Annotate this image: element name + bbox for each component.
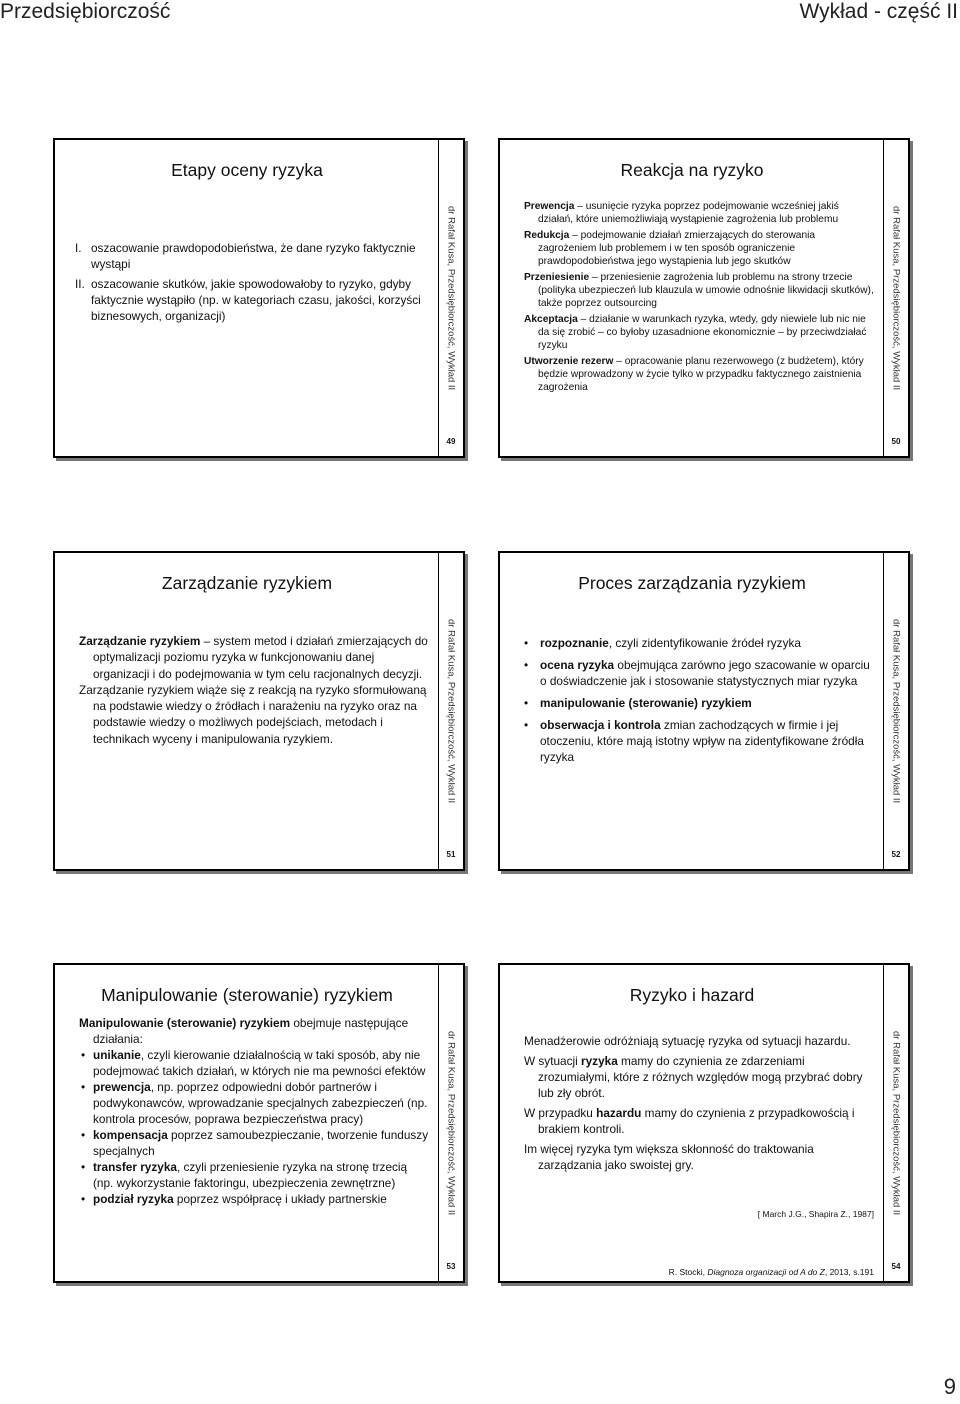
paragraph-text: obejmuje następujące działania: — [93, 1016, 409, 1046]
slide-number: 54 — [891, 1262, 901, 1271]
item-text: oszacowanie skutków, jakie spowodowałoby to ryzyko, gdyby faktycznie wystąpiło (np. w kategoriach czasu, jakości, korzyści biznesowych, organizacji) — [91, 277, 421, 323]
item-label: Przeniesienie — [524, 272, 590, 283]
slide-sidebar — [438, 553, 463, 869]
list-item — [79, 1127, 429, 1159]
author-credit: dr Rafał Kusa, Przedsiębiorczość, Wykład II — [445, 619, 457, 804]
paragraph-text: W sytuacji — [524, 1054, 582, 1068]
item-label: kompensacja — [93, 1128, 168, 1142]
author-credit: dr Rafał Kusa, Przedsiębiorczość, Wykład II — [445, 206, 457, 391]
slide-title: Ryzyko i hazard — [629, 985, 755, 1005]
citation-stocki — [669, 1267, 874, 1277]
citation-march-shapira: [ March J.G., Shapira Z., 1987] — [757, 1209, 874, 1219]
item-label: manipulowanie (sterowanie) ryzykiem — [540, 696, 752, 710]
slide-54 — [498, 963, 910, 1283]
slide-49 — [53, 138, 465, 458]
item-label: unikanie — [93, 1048, 141, 1062]
slide-body — [522, 635, 874, 771]
list-item — [522, 657, 874, 689]
slide-body — [79, 1015, 429, 1207]
list-item — [522, 635, 874, 651]
author-credit: dr Rafał Kusa, Przedsiębiorczość, Wykład II — [890, 206, 902, 391]
item-marker: II. — [75, 277, 85, 291]
paragraph-text: Im więcej ryzyka tym większa skłonność do traktowania zarządzania jako swoistej gry. — [524, 1142, 814, 1172]
slide-number: 51 — [446, 850, 456, 859]
paragraph-text: – system metod i działań zmierzających do optymalizacji poziomu ryzyka w funkcjonowaniu danej organizacji i do podejmowania w tym celu racjonalnych decyzji. — [93, 634, 428, 681]
slide-body — [79, 633, 429, 751]
item-label: transfer ryzyka — [93, 1160, 177, 1174]
slide-sidebar — [438, 140, 463, 456]
slide-title: Reakcja na ryzyko — [620, 160, 764, 180]
slide-50 — [498, 138, 910, 458]
item-text: , czyli zidentyfikowanie źródeł ryzyka — [608, 636, 801, 650]
term-label: Zarządzanie ryzykiem — [79, 634, 201, 648]
list-item — [522, 695, 874, 711]
slide-sidebar — [883, 140, 908, 456]
term-label: ryzyka — [581, 1054, 618, 1068]
slide-number: 50 — [891, 437, 901, 446]
slide-53 — [53, 963, 465, 1283]
paragraph — [524, 1141, 874, 1173]
slide-51 — [53, 551, 465, 871]
item-text: zmian zachodzących w firmie i jej otoczeniu, które mają istotny wpływ na zidentyfikowane źródła ryzyka — [540, 718, 864, 764]
item-label: Redukcja — [524, 230, 570, 241]
list-item — [524, 313, 874, 352]
list-item — [79, 1191, 429, 1207]
list-item — [75, 276, 429, 324]
page-number: 9 — [943, 1374, 956, 1399]
paragraph — [79, 1015, 429, 1047]
page-header-left: Przedsiębiorczość — [0, 0, 171, 23]
slide-number: 53 — [446, 1262, 456, 1271]
item-label: obserwacja i kontrola — [540, 718, 661, 732]
item-text: oszacowanie prawdopodobieństwa, że dane ryzyko faktycznie wystąpi — [91, 241, 416, 271]
slide-title: Etapy oceny ryzyka — [171, 160, 323, 180]
item-label: ocena ryzyka — [540, 658, 615, 672]
item-label: rozpoznanie — [540, 636, 609, 650]
citation-details: , 2013, s.191 — [824, 1267, 874, 1277]
item-label: prewencja — [93, 1080, 151, 1094]
list-item — [79, 1047, 429, 1079]
slide-52 — [498, 551, 910, 871]
slide-body — [524, 1033, 874, 1177]
paragraph-text: W przypadku — [524, 1106, 597, 1120]
page-header-right: Wykład - część II — [799, 0, 958, 23]
term-label: hazardu — [596, 1106, 642, 1120]
author-credit: dr Rafał Kusa, Przedsiębiorczość, Wykład II — [445, 1031, 457, 1216]
slide-title: Zarządzanie ryzykiem — [161, 573, 333, 593]
citation-author: R. Stocki, — [668, 1267, 708, 1277]
list-item — [524, 355, 874, 394]
paragraph-text: mamy do czynienia ze zdarzeniami zrozumiałymi, które z różnych względów mogą przybrać dobry lub zły obrót. — [538, 1054, 863, 1100]
item-marker: I. — [75, 241, 82, 255]
item-text: poprzez współpracę i układy partnerskie — [173, 1192, 387, 1206]
term-label: Manipulowanie (sterowanie) ryzykiem — [79, 1016, 291, 1030]
slide-title: Manipulowanie (sterowanie) ryzykiem — [101, 985, 393, 1005]
item-label: Utworzenie rezerw — [524, 356, 614, 367]
paragraph — [79, 682, 429, 747]
item-label: podział ryzyka — [93, 1192, 174, 1206]
item-text: – działanie w warunkach ryzyka, wtedy, gdy niewiele lub nic nie da się zrobić – co byłoby uzasadnione ekonomicznie – by przeciwdziałać ryzyku — [538, 314, 867, 351]
author-credit: dr Rafał Kusa, Przedsiębiorczość, Wykład II — [890, 1031, 902, 1216]
paragraph — [524, 1033, 874, 1049]
list-item — [79, 1159, 429, 1191]
item-text: – podejmowanie działań zmierzających do sterowania zagrożeniem lub problemem i w ten sposób ograniczenie prawdopodobieństwa jego wystąpienia lub jego skutków — [538, 230, 816, 267]
paragraph — [79, 633, 429, 682]
item-text: poprzez samoubezpieczanie, tworzenie funduszy specjalnych — [93, 1128, 429, 1158]
item-label: Prewencja — [524, 201, 575, 212]
item-text: , czyli kierowanie działalnością w taki sposób, aby nie podejmować takich działań, w których nie ma pewności efektów — [93, 1048, 426, 1078]
slide-number: 52 — [891, 850, 901, 859]
item-text: – opracowanie planu rezerwowego (z budżetem), który będzie wprowadzony w życie tylko w przypadku faktycznego zaistnienia zagrożenia — [538, 356, 864, 393]
slide-body — [524, 200, 874, 397]
paragraph — [524, 1105, 874, 1137]
slide-sidebar — [883, 965, 908, 1281]
list-item — [79, 1079, 429, 1127]
paragraph — [524, 1053, 874, 1101]
list-item — [522, 717, 874, 765]
item-text: – przeniesienie zagrożenia lub problemu na strony trzecie (polityka ubezpieczeń lub klauzula w umowie odnośnie likwidacji skutków), także poprzez outsourcing — [538, 272, 874, 309]
paragraph-text: Menadżerowie odróżniają sytuację ryzyka od sytuacji hazardu. — [524, 1034, 851, 1048]
item-text: , czyli przeniesienie ryzyka na stronę trzecią (np. wykorzystanie faktoringu, ubezpieczenia zewnętrzne) — [93, 1160, 408, 1190]
citation-title: Diagnoza organizacji od A do Z — [707, 1267, 825, 1277]
list-item — [75, 240, 429, 272]
item-text: obejmująca zarówno jego szacowanie w oparciu o doświadczenie jak i stosowanie statystycznych miar ryzyka — [540, 658, 870, 688]
list-item — [524, 229, 874, 268]
list-item — [524, 200, 874, 226]
item-text: – usunięcie ryzyka poprzez podejmowanie wcześniej jakiś działań, które uniemożliwiają wystąpienie zagrożenia lub problemu — [538, 201, 839, 225]
item-text: , np. poprzez odpowiedni dobór partnerów i podwykonawców, wprowadzanie specjalnych zabezpieczeń (np. kontrola procesów, poprawa bezpieczeństwa pracy) — [93, 1080, 428, 1126]
paragraph-text: Zarządzanie ryzykiem wiąże się z reakcją na ryzyko sformułowaną na podstawie wiedzy o źródłach i narażeniu na ryzyko oraz na podstawie wiedzy o możliwych podejściach, metodach i technikach wyceny i manipulowania ryzykiem. — [79, 682, 427, 746]
paragraph-text: mamy do czynienia z przypadkowością i brakiem kontroli. — [538, 1106, 855, 1136]
author-credit: dr Rafał Kusa, Przedsiębiorczość, Wykład II — [890, 619, 902, 804]
item-label: Akceptacja — [524, 314, 578, 325]
slide-title: Proces zarządzania ryzykiem — [578, 573, 806, 593]
slide-sidebar — [883, 553, 908, 869]
slide-body — [75, 240, 429, 328]
slide-sidebar — [438, 965, 463, 1281]
slide-number: 49 — [446, 437, 456, 446]
list-item — [524, 271, 874, 310]
